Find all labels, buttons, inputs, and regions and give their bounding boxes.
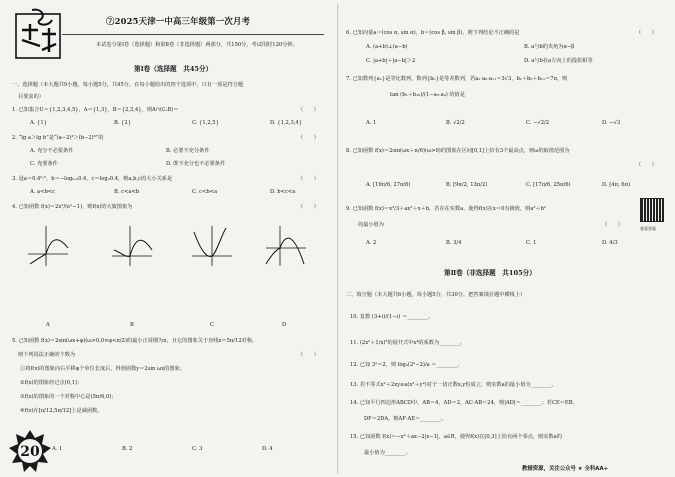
option-a: A. 1 [52,446,63,452]
option-b: B. √2/2 [446,120,465,126]
answer-bracket: （ ） [602,222,623,228]
fill-in-15-cont: 最小值为________。 [364,450,411,456]
option-a: A. 1 [366,120,377,126]
option-b: B. a与b的夹角为α−β [524,44,575,50]
logo-emblem [12,6,68,62]
option-c: C. 3 [192,446,203,452]
question-4: 4. 已知函数 f(x)＝2x²/(eˣ−1)，则f(x)的大致图象为 [12,204,133,210]
option-c: C. −√2/2 [526,120,550,126]
answer-bracket: （ ） [636,30,657,36]
question-6: 6. 已知向量a＝(cos α, sin α)，b＝(cos β, sin β)，则下列结论不正确的是 [346,30,520,36]
qr-caption: 查看答案 [640,226,656,231]
graph-label-d: D [282,322,287,328]
fill-in-12: 12. 已知 3ᵃ＝2，则 log₃(2ᵃ−2)/a ＝________。 [350,362,463,368]
exam-title: ⑦2025天津一中高三年级第一次月考 [106,16,251,26]
question-1: 1. 已知集合U＝{1,2,3,4,5}，A＝{1,3}，B＝{2,3,4}，则A∩(∁ᵤB)＝ [12,107,179,113]
statement-2: ②f(x)的图象经过点(0,1)； [20,380,83,386]
option-b: B. [9π/2, 13π/2) [446,182,488,188]
option-b: B. {2} [114,120,132,126]
option-b: B. 2 [122,446,133,452]
page-number-leaf-icon [8,428,52,474]
answer-bracket: （ ） [298,135,319,141]
option-b: B. 3/4 [446,240,462,246]
option-b: B. c<a<b [114,189,140,195]
fill-in-14-cont: DF＝2DA，则AF·AE＝________。 [364,416,447,422]
question-2: 2. “lg a＞lg b”是“(a−2)³＞(b−2)³”的 [12,135,104,141]
question-3: 3. 设a＝0.4⁰·⁵，b＝−log₀.₅0.4，c＝log₂0.4，则a,b,c的大小关系是 [12,176,173,182]
option-a: A. 充分不必要条件 [30,148,74,154]
qr-code-icon[interactable] [640,198,664,222]
part2-heading: 第Ⅱ卷（非选择题 共105分） [444,269,536,277]
page-fold [337,4,339,474]
part1-heading: 第Ⅰ卷（选择题 共45分） [134,65,213,73]
option-a: A. (a+b)⊥(a−b) [366,44,408,50]
answer-bracket: （ ） [298,176,319,182]
answer-bracket: （ ） [298,107,319,113]
option-a: A. [19π/6, 27π/6) [366,182,411,188]
right-page [346,0,668,477]
part1-instruction-cont: 目要求的） [18,94,44,100]
question-5-cont: 则下列说法正确的个数为 [18,352,76,358]
option-d: D. [4π, 6π) [602,182,631,188]
question-9-cont: 的最小值为 [358,222,384,228]
graph-option-c [190,224,234,268]
option-a: A. a<b<c [30,189,56,195]
page-number: 20 [20,444,40,460]
fill-in-10: 10. 复数 (3+i)/(1−i) ＝________。 [350,314,434,320]
fill-in-15: 15. 已知函数 f(x)＝−x²＋ax−2|x−1|，a∈R，使得f(x)在[0,3]上恰有两个零点，则实数a的 [350,434,562,440]
statement-1: ①将f(x)的图象向右平移φ个单位长度后，得到函数y＝2sin ωx的图象； [20,366,185,372]
title-rule [62,34,324,35]
graph-option-a [26,224,70,268]
fill-in-14: 14. 已知平行四边形ABCD中，AB＝4，AD＝2，AC·AB＝24，则|AD|＝________；若CE＝EB， [350,400,578,406]
option-d: D. a与b在a方向上的投影相等 [524,58,593,64]
graph-label-b: B [130,322,134,328]
part2-instruction: 二、填空题（本大题共6小题，每小题5分，共30分。把答案填在题中横线上） [346,292,526,298]
graph-label-a: A [46,322,50,328]
option-d: D. b<c<a [270,189,296,195]
answer-bracket: （ ） [298,352,319,358]
option-c: C. [17π/6, 25π/6) [526,182,571,188]
option-c: C. {1,2,5} [192,120,219,126]
statement-3: ③f(x)的图象的一个对称中心是(5π/6,0)； [20,394,117,400]
left-page [6,0,329,477]
option-a: A. 2 [366,240,377,246]
question-9: 9. 已知函数 f(x)＝x³/3＋ax²＋x＋b，若存在实数a，使得f(x)在x＝0有极值，则a²＋b² [346,206,547,212]
fill-in-11: 11. (2x²＋1/x)⁵的展开式中x⁴的系数为________。 [350,340,466,346]
option-c: C. 1 [526,240,537,246]
question-8: 8. 已知函数 f(x)＝2sin(ωx＋π/6)(ω>0)的图象在区间[0,1]上恰有3个最高点，则ω的取值范围为 [346,148,570,154]
option-d: D. {1,2,3,4} [270,120,303,126]
fill-in-13: 13. 若不等式x²＋2xy≤a(x²＋y²)对于一切正数x,y恒成立，则实数a的最小值为________。 [350,382,557,388]
question-7-cont: tan (b₂＋b₁₀)/(1−a₃·a₉) 的值是 [390,92,465,98]
answer-bracket: （ ） [636,162,657,168]
graph-option-b [110,224,154,268]
exam-intro: 本试卷分第Ⅰ卷（选择题）和第Ⅱ卷（非选择题）两部分，共150分，考试用时120分钟。 [96,42,298,48]
option-c: C. 充要条件 [30,161,58,167]
question-7: 7. 已知数列{aₙ}是等比数列，数列{bₙ}是等差数列，若a₁·a₆·a₁₁＝3√3，b₁＋b₆＋b₁₁＝7π，则 [346,76,568,82]
graph-option-d [264,224,308,268]
option-d: D. 4 [262,446,273,452]
option-b: B. 必要不充分条件 [166,148,210,154]
question-5: 5. 已知函数 f(x)＝2sin(ωx+φ)(ω>0,0<φ<π/2)的最小正周期为π，且它的图象关于直线x＝5π/12对称， [12,338,258,344]
answer-bracket: （ ） [298,204,319,210]
option-c: C. |a+b|＋|a−b|＞2 [366,58,416,64]
footer-note: 教辅资源，关注公众号 ★ 全科AA+ [522,466,609,472]
option-c: C. c<b<a [192,189,218,195]
option-a: A. {1} [30,120,47,126]
statement-4: ④f(x)在[π/12,5π/12]上是减函数。 [20,408,103,414]
graph-label-c: C [210,322,214,328]
option-d: D. 既不充分也不必要条件 [166,161,226,167]
option-d: D. −√3 [602,120,621,126]
part1-instruction: 一、选择题（本大题共9小题，每小题5分，共45分。在每小题给出的四个选项中，只有一项是符合题 [12,82,244,88]
option-d: D. 4/3 [602,240,618,246]
